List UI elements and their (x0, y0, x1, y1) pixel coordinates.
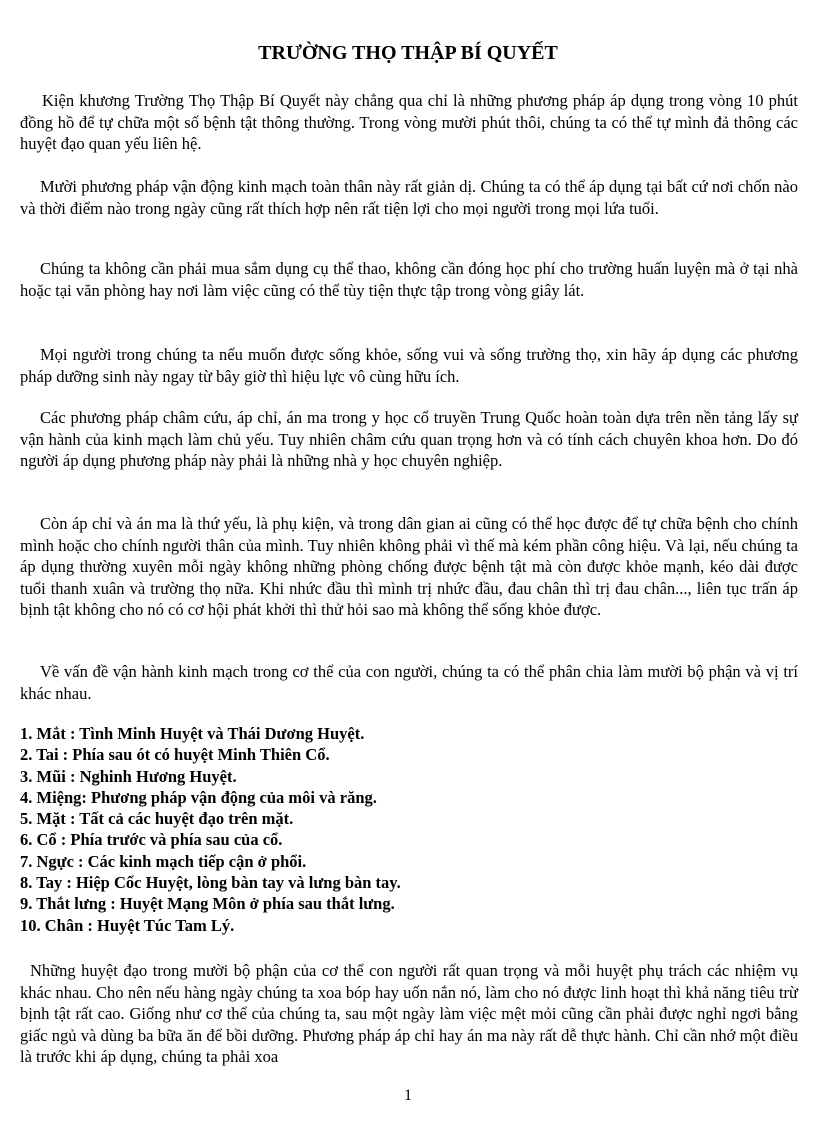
list-item: 7. Ngực : Các kinh mạch tiếp cận ở phổi. (20, 851, 307, 871)
paragraph: Những huyệt đạo trong mười bộ phận của cơ thể con người rất quan trọng và mỗi huyệt phụ trách các nhiệm vụ khác nhau. Cho nên nếu hàng ngày chúng ta xoa bóp hay uốn nắn nó, làm cho nó được linh hoạt thì khả năng tiêu trừ bịnh tật rất cao. Giống như cơ thể của chúng ta, sau một ngày làm việc mệt mỏi cũng cần phải được nghỉ ngơi bằng giấc ngủ và dùng ba bữa ăn để bồi dưỡng. Phương pháp áp chỉ hay án ma này rất dễ thực hành. Chỉ cần nhớ một điều là trước khi áp dụng, chúng ta phải xoa (20, 961, 798, 1066)
list-item: 4. Miệng: Phương pháp vận động của môi và răng. (20, 787, 377, 807)
list-item: 9. Thắt lưng : Huyệt Mạng Môn ở phía sau thắt lưng. (20, 894, 395, 914)
body-parts-list (20, 723, 798, 936)
paragraph: Mọi người trong chúng ta nếu muốn được sống khỏe, sống vui và sống trường thọ, xin hãy áp dụng các phương pháp dưỡng sinh này ngay từ bây giờ thì hiệu lực vô cùng hữu ích. (20, 345, 798, 386)
paragraph: Về vấn đề vận hành kinh mạch trong cơ thể của con người, chúng ta có thể phân chia làm mười bộ phận và vị trí khác nhau. (20, 662, 798, 703)
list-item: 6. Cổ : Phía trước và phía sau của cổ. (20, 830, 283, 850)
paragraph: Các phương pháp châm cứu, áp chỉ, án ma trong y học cổ truyền Trung Quốc hoàn toàn dựa trên nền tảng lấy sự vận hành của kinh mạch làm chủ yếu. Tuy nhiên châm cứu quan trọng hơn và có tính cách chuyên khoa hơn. Do đó người áp dụng phương pháp này phải là những nhà y học chuyên nghiệp. (20, 408, 798, 470)
page-title: TRƯỜNG THỌ THẬP BÍ QUYẾT (258, 42, 558, 64)
list-item: 8. Tay : Hiệp Cốc Huyệt, lòng bàn tay và lưng bàn tay. (20, 873, 401, 893)
list-item: 10. Chân : Huyệt Túc Tam Lý. (20, 915, 235, 935)
page-number: 1 (404, 1087, 412, 1104)
list-item: 2. Tai : Phía sau ót có huyệt Minh Thiên Cổ. (20, 745, 330, 765)
paragraph: Mười phương pháp vận động kinh mạch toàn thân này rất giản dị. Chúng ta có thể áp dụng tại bất cứ nơi chốn nào và thời điểm nào trong ngày cũng rất thích hợp nên rất tiện lợi cho mọi người trong mọi lứa tuổi. (20, 177, 798, 218)
paragraph: Kiện khương Trường Thọ Thập Bí Quyết này chẳng qua chỉ là những phương pháp áp dụng trong vòng 10 phút đồng hồ để tự chữa một số bệnh tật thông thường. Trong vòng mười phút thôi, chúng ta có thể tự mình đả thông các huyệt đạo quan yếu liên hệ. (20, 91, 798, 153)
list-item: 3. Mũi : Nghinh Hương Huyệt. (20, 766, 237, 786)
list-item: 1. Mắt : Tình Minh Huyệt và Thái Dương Huyệt. (20, 724, 365, 743)
paragraph: Còn áp chỉ và án ma là thứ yếu, là phụ kiện, và trong dân gian ai cũng có thể học được để tự chữa bệnh cho chính mình hoặc cho chính người thân của mình. Tuy nhiên không phải vì thế mà kém phần công hiệu. Và lại, nếu chúng ta áp dụng thường xuyên mỗi ngày không những phòng chống được bệnh tật mà còn được khỏe mạnh, kéo dài được tuổi thanh xuân và trường thọ nữa. Khi nhức đầu thì mình trị nhức đầu, đau chân thì trị đau chân..., liên tục trấn áp bịnh tật không cho nó có cơ hội phát khởi thì thử hỏi sao mà không thể sống khỏe được. (20, 514, 798, 619)
paragraph: Chúng ta không cần phải mua sắm dụng cụ thể thao, không cần đóng học phí cho trường huấn luyện mà ở tại nhà hoặc tại văn phòng hay nơi làm việc cũng có thể tùy tiện thực tập trong vòng giây lát. (20, 259, 798, 300)
list-item: 5. Mặt : Tất cả các huyệt đạo trên mặt. (20, 809, 294, 829)
